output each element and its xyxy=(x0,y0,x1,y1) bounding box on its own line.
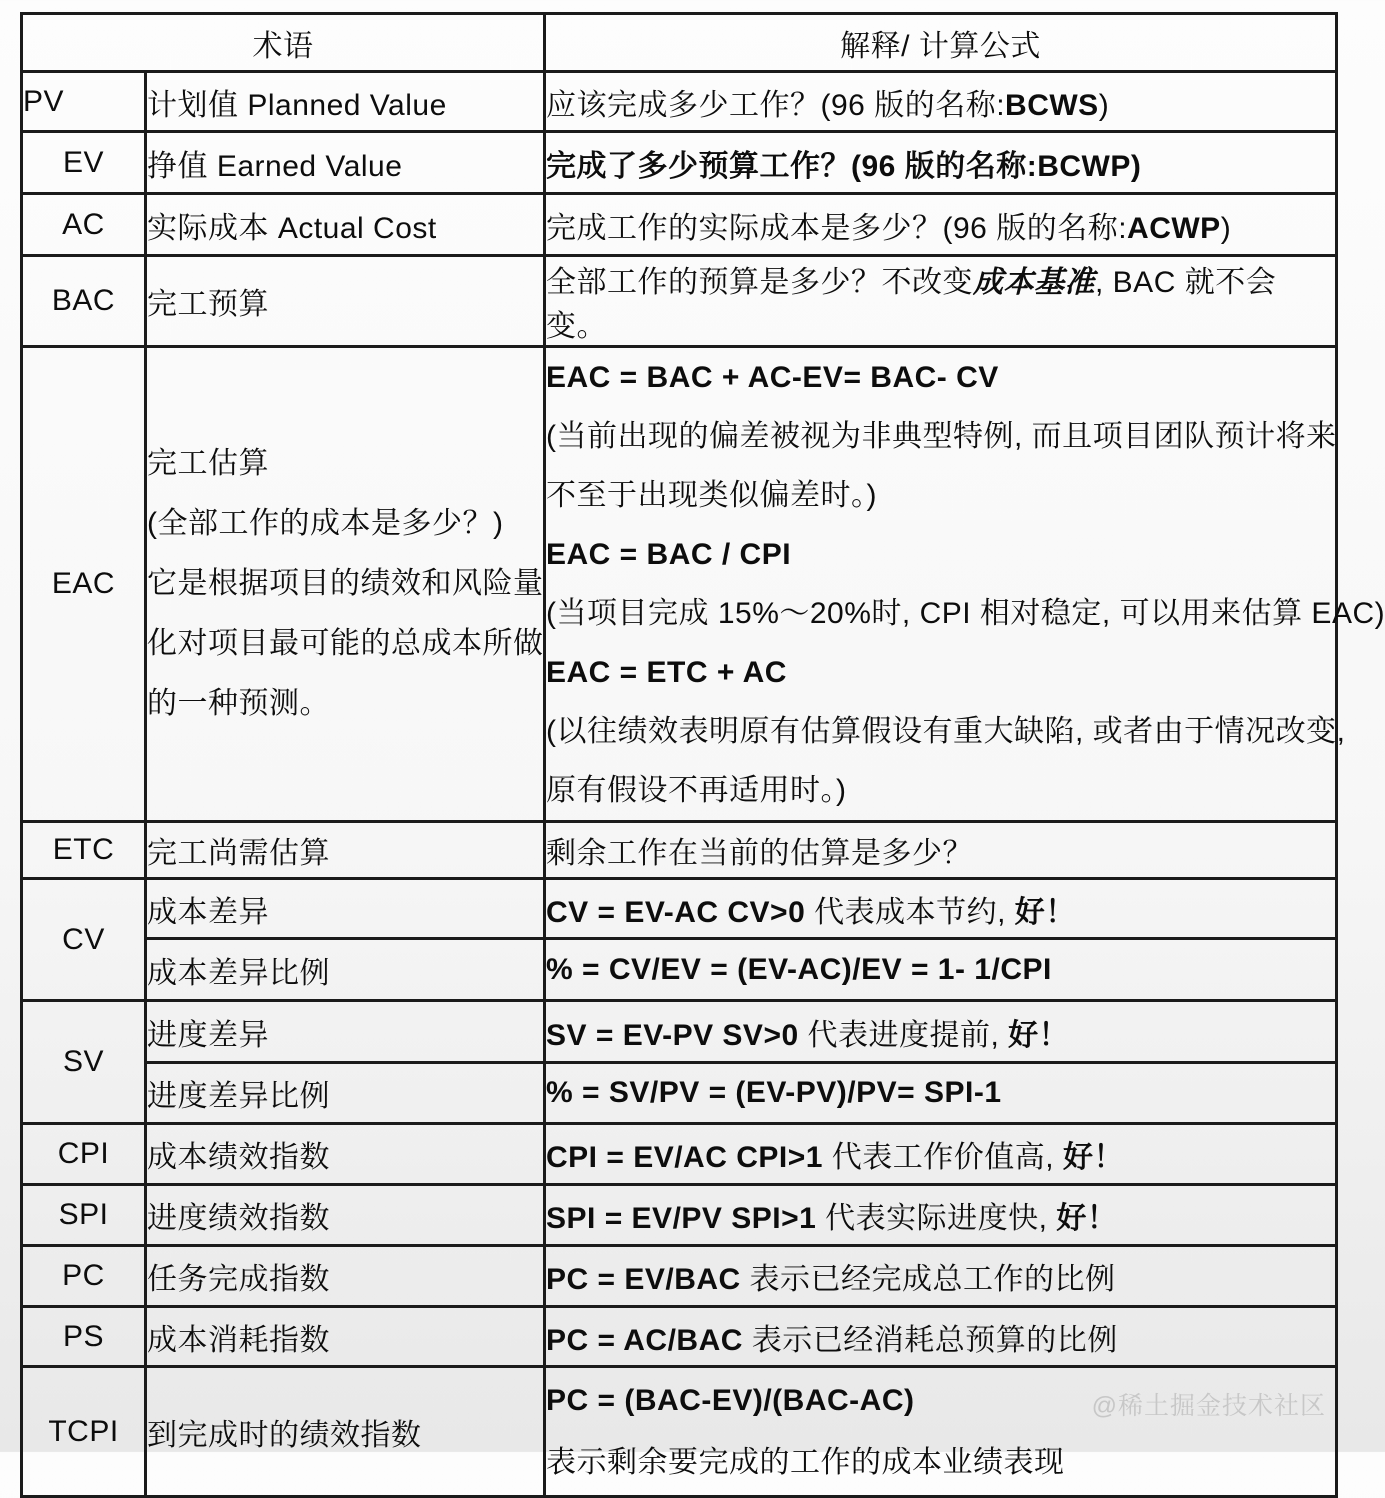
term-explanation-sv-ratio: % = SV/PV = (EV-PV)/PV= SPI-1 xyxy=(545,1063,1337,1124)
term-name-pc: 任务完成指数 xyxy=(146,1246,545,1307)
evm-terms-table xyxy=(20,12,1385,1498)
term-abbr-cv: CV xyxy=(22,879,146,1001)
term-abbr-etc: ETC xyxy=(22,822,146,879)
table-row-ac xyxy=(22,194,1337,256)
term-name-pv: 计划值 Planned Value xyxy=(146,72,545,132)
term-explanation-bac: 全部工作的预算是多少？不改变成本基准, BAC 就不会变。 xyxy=(545,256,1337,347)
term-abbr-cpi: CPI xyxy=(22,1124,146,1185)
term-explanation-sv: SV = EV-PV SV>0 代表进度提前, 好！ xyxy=(545,1001,1337,1063)
term-explanation-spi: SPI = EV/PV SPI>1 代表实际进度快, 好！ xyxy=(545,1185,1337,1246)
term-explanation-tcpi: PC = (BAC-EV)/(BAC-AC) 表示剩余要完成的工作的成本业绩表现 xyxy=(545,1367,1337,1497)
term-abbr-sv: SV xyxy=(22,1001,146,1124)
term-name-etc: 完工尚需估算 xyxy=(146,822,545,879)
table-row-eac xyxy=(22,347,1337,822)
term-explanation-pc: PC = EV/BAC 表示已经完成总工作的比例 xyxy=(545,1246,1337,1307)
table-row-sv-2 xyxy=(22,1063,1337,1124)
site-watermark: @稀土掘金技术社区 xyxy=(1091,1392,1326,1420)
column-header-explanation: 解释/ 计算公式 xyxy=(545,14,1337,72)
term-explanation-cpi: CPI = EV/AC CPI>1 代表工作价值高, 好！ xyxy=(545,1124,1337,1185)
term-name-ps: 成本消耗指数 xyxy=(146,1307,545,1367)
table-row-bac xyxy=(22,256,1337,347)
term-name-cv-ratio: 成本差异比例 xyxy=(146,939,545,1001)
term-abbr-eac: EAC xyxy=(22,347,146,822)
term-name-ac: 实际成本 Actual Cost xyxy=(146,194,545,256)
term-abbr-ev: EV xyxy=(22,132,146,194)
table-row-cv-1 xyxy=(22,879,1337,939)
term-name-cv: 成本差异 xyxy=(146,879,545,939)
term-explanation-pv: 应该完成多少工作？(96 版的名称:BCWS) xyxy=(545,72,1337,132)
term-abbr-ps: PS xyxy=(22,1307,146,1367)
term-explanation-etc: 剩余工作在当前的估算是多少？ xyxy=(545,822,1337,879)
term-abbr-ac: AC xyxy=(22,194,146,256)
column-header-term: 术语 xyxy=(22,14,545,72)
term-name-sv-ratio: 进度差异比例 xyxy=(146,1063,545,1124)
term-name-spi: 进度绩效指数 xyxy=(146,1185,545,1246)
term-explanation-ac: 完成工作的实际成本是多少？(96 版的名称:ACWP) xyxy=(545,194,1337,256)
term-abbr-bac: BAC xyxy=(22,256,146,347)
term-abbr-tcpi: TCPI xyxy=(22,1367,146,1497)
table-row-pc xyxy=(22,1246,1337,1307)
term-explanation-cv-ratio: % = CV/EV = (EV-AC)/EV = 1- 1/CPI xyxy=(545,939,1337,1001)
term-explanation-ev: 完成了多少预算工作？(96 版的名称:BCWP) xyxy=(545,132,1337,194)
term-name-tcpi: 到完成时的绩效指数 xyxy=(146,1367,545,1497)
header-row xyxy=(22,14,1337,72)
term-explanation-cv: CV = EV-AC CV>0 代表成本节约, 好！ xyxy=(545,879,1337,939)
table-row-etc xyxy=(22,822,1337,879)
term-abbr-pc: PC xyxy=(22,1246,146,1307)
term-name-eac: 完工估算 (全部工作的成本是多少？) 它是根据项目的绩效和风险量 化对项目最可能的总成本所做 的一种预测。 xyxy=(146,347,545,822)
term-abbr-spi: SPI xyxy=(22,1185,146,1246)
term-name-ev: 挣值 Earned Value xyxy=(146,132,545,194)
table-row-spi xyxy=(22,1185,1337,1246)
term-name-cpi: 成本绩效指数 xyxy=(146,1124,545,1185)
table-row-cv-2 xyxy=(22,939,1337,1001)
table-row-ev xyxy=(22,132,1337,194)
term-explanation-eac: EAC = BAC + AC-EV= BAC- CV (当前出现的偏差被视为非典型特例, 而且项目团队预计将来 不至于出现类似偏差时。) EAC = BAC / CPI (当项目完成 15%～20%时, CPI 相对稳定, 可以用来估算 EAC) EAC = ETC + AC (以往绩效表明原有估算假设有重大缺陷, 或者由于情况改变, 原有假设不再适用时。) xyxy=(545,347,1337,822)
table-row-ps xyxy=(22,1307,1337,1367)
term-name-sv: 进度差异 xyxy=(146,1001,545,1063)
term-abbr-pv: PV xyxy=(22,72,146,132)
table-row-pv xyxy=(22,72,1337,132)
table-row-cpi xyxy=(22,1124,1337,1185)
term-name-bac: 完工预算 xyxy=(146,256,545,347)
term-explanation-ps: PC = AC/BAC 表示已经消耗总预算的比例 xyxy=(545,1307,1337,1367)
table-row-sv-1 xyxy=(22,1001,1337,1063)
